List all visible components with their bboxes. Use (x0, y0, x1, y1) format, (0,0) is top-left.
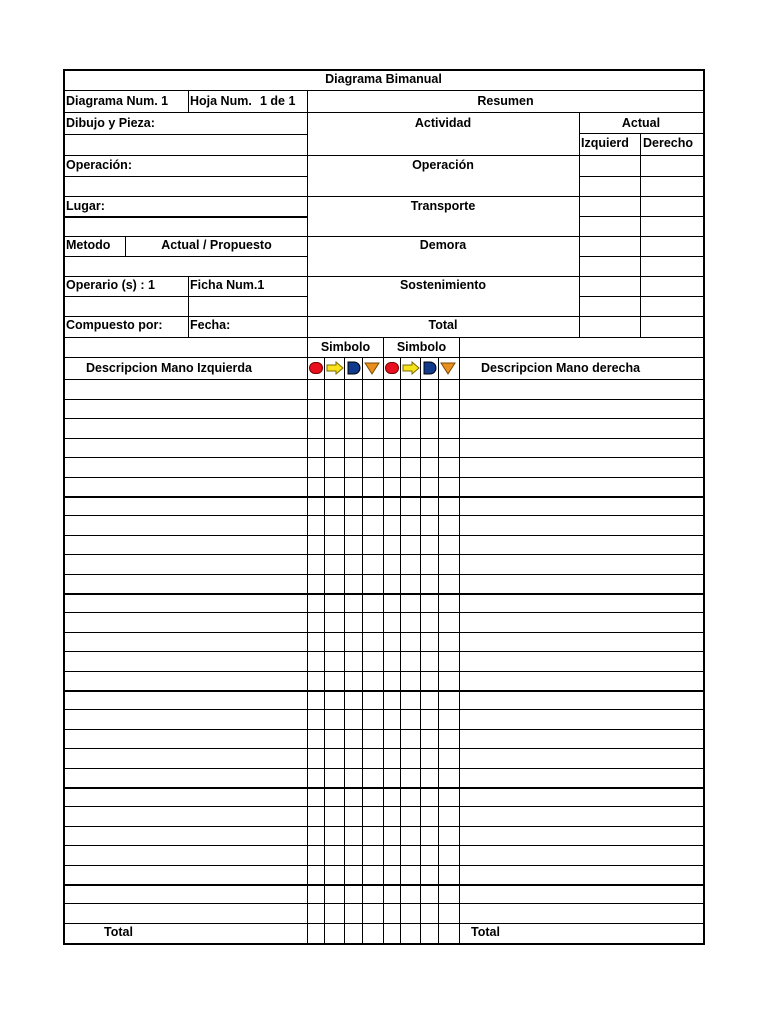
grid-line (63, 651, 704, 652)
grid-line (63, 671, 704, 672)
composed-by-label: Compuesto por: (66, 318, 163, 332)
grid-line (63, 787, 704, 789)
transport-arrow-icon (402, 361, 420, 375)
grid-line (63, 457, 704, 458)
date-label: Fecha: (190, 318, 231, 332)
right-hand-description-header: Descripcion Mano derecha (481, 361, 641, 375)
grid-line (63, 690, 704, 692)
activity-holding: Sostenimiento (399, 278, 487, 292)
summary-title: Resumen (477, 94, 534, 108)
activity-header: Actividad (414, 116, 472, 130)
activity-transport: Transporte (410, 199, 476, 213)
transport-arrow-icon (326, 361, 344, 375)
grid-line (579, 196, 704, 197)
grid-line (63, 768, 704, 769)
operation-circle-icon (384, 361, 400, 375)
method-value: Actual / Propuesto (161, 238, 272, 252)
delay-d-icon (346, 361, 362, 375)
grid-line (63, 216, 308, 218)
grid-line (63, 477, 704, 478)
grid-line (63, 632, 704, 633)
right-total-label: Total (471, 925, 500, 939)
operation-circle-icon (308, 361, 324, 375)
grid-line (383, 337, 384, 944)
summary-total: Total (428, 318, 458, 332)
grid-line (63, 593, 704, 595)
activity-delay: Demora (419, 238, 467, 252)
grid-line (63, 69, 65, 945)
grid-line (579, 112, 580, 337)
grid-line (63, 845, 704, 846)
sheet-number-value: 1 de 1 (260, 94, 296, 108)
grid-line (188, 90, 189, 112)
grid-line (63, 884, 704, 886)
place-label: Lugar: (66, 199, 105, 213)
grid-line (63, 826, 704, 827)
grid-line (579, 176, 704, 177)
grid-line (63, 865, 704, 866)
grid-line (459, 337, 460, 944)
storage-triangle-icon (364, 361, 380, 375)
grid-line (579, 256, 704, 257)
chart-title: Diagrama Bimanual (325, 72, 442, 86)
grid-line (703, 69, 705, 945)
grid-line (63, 923, 704, 924)
grid-line (63, 806, 704, 807)
storage-triangle-icon (440, 361, 456, 375)
grid-line (63, 612, 704, 613)
activity-operation: Operación (412, 158, 474, 172)
grid-line (579, 236, 704, 237)
card-number-label: Ficha Num.1 (190, 278, 265, 292)
delay-d-icon (422, 361, 438, 375)
left-hand-header: Izquierd (581, 136, 629, 150)
grid-line (63, 399, 704, 400)
grid-line (63, 256, 308, 257)
grid-line (188, 276, 189, 337)
operation-label: Operación: (66, 158, 132, 172)
drawing-piece-label: Dibujo y Pieza: (66, 116, 155, 130)
grid-line (63, 574, 704, 575)
grid-line (63, 903, 704, 904)
operator-label: Operario (s) : 1 (66, 278, 155, 292)
grid-line (63, 418, 704, 419)
grid-line (63, 438, 704, 439)
grid-line (63, 134, 308, 135)
method-label: Metodo (66, 238, 111, 252)
grid-line (579, 276, 704, 277)
grid-line (63, 296, 308, 297)
sheet-number-label: Hoja Num. (190, 94, 252, 108)
grid-line (307, 90, 308, 944)
actual-header: Actual (621, 116, 661, 130)
grid-line (63, 496, 704, 498)
grid-line (63, 554, 704, 555)
grid-line (63, 176, 308, 177)
symbol-label-right: Simbolo (396, 340, 447, 354)
left-total-label: Total (104, 925, 133, 939)
left-hand-description-header: Descripcion Mano Izquierda (86, 361, 253, 375)
grid-line (579, 216, 704, 217)
grid-line (63, 535, 704, 536)
symbol-label-left: Simbolo (320, 340, 371, 354)
right-hand-header: Derecho (643, 136, 694, 150)
grid-line (63, 709, 704, 710)
grid-line (63, 729, 704, 730)
diagram-number-label: Diagrama Num. 1 (66, 94, 169, 108)
grid-line (579, 296, 704, 297)
grid-line (63, 515, 704, 516)
grid-line (640, 133, 641, 337)
grid-line (63, 748, 704, 749)
